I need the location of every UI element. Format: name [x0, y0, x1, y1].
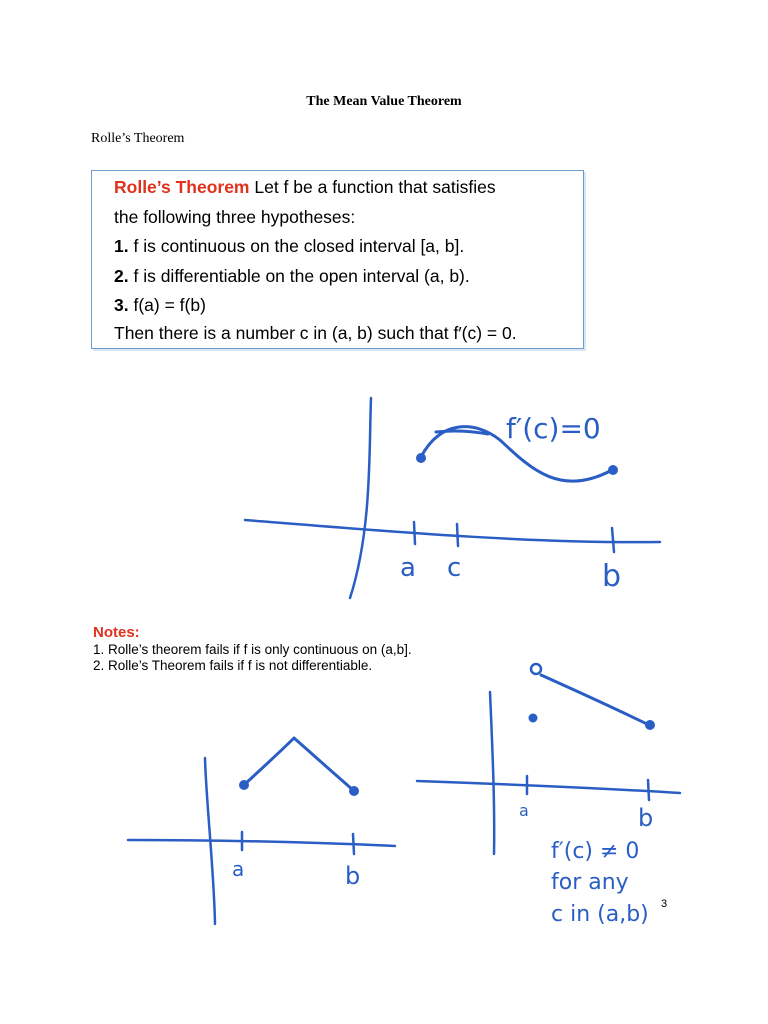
- hypothesis-1-text: f is continuous on the closed interval [a, b].: [128, 236, 465, 256]
- graph3-note-3: c in (a,b): [551, 902, 649, 927]
- graph1-y-axis: [350, 398, 371, 598]
- graph1-x-axis: [245, 520, 660, 542]
- theorem-heading: Rolle’s Theorem: [114, 177, 250, 197]
- note-1: 1. Rolle’s theorem fails if f is only continuous on (a,b].: [93, 642, 412, 657]
- graph1-label-b: b: [602, 559, 622, 594]
- graph3-y-axis: [490, 692, 494, 854]
- page-number: 3: [661, 898, 668, 910]
- graph2-point-b: [349, 786, 359, 796]
- graph1-label-a: a: [400, 553, 416, 583]
- hypothesis-2-text: f is differentiable on the open interval (a, b).: [128, 266, 470, 286]
- graph2-label-b: b: [345, 862, 361, 890]
- graph3-note-1: f′(c) ≠ 0: [551, 839, 640, 864]
- theorem-intro-2: the following three hypotheses:: [114, 207, 356, 227]
- graph2-label-a: a: [232, 857, 245, 881]
- theorem-conclusion: Then there is a number c in (a, b) such that f′(c) = 0.: [114, 323, 517, 343]
- graph3-open-point: [531, 664, 541, 674]
- graph3-tick-b: [648, 780, 649, 800]
- graph3-line: [541, 675, 649, 725]
- graph2-tick-b: [353, 834, 354, 854]
- hypothesis-1-number: 1.: [114, 236, 129, 256]
- graph1-label-c: c: [447, 553, 462, 583]
- graph1-tick-c: [457, 524, 458, 546]
- graph3-label-a: a: [519, 801, 529, 820]
- graph2-point-a: [239, 780, 249, 790]
- graph3-label-b: b: [638, 804, 654, 832]
- graph1-tick-b: [612, 528, 614, 552]
- graph1-tick-a: [414, 522, 415, 544]
- graph2-corner-curve: [244, 738, 353, 790]
- graph-half-open: [417, 664, 680, 927]
- note-2: 2. Rolle’s Theorem fails if f is not differentiable.: [93, 658, 373, 673]
- graph3-x-axis: [417, 781, 680, 793]
- hypothesis-3-text: f(a) = f(b): [128, 295, 206, 315]
- graph3-filled-point: [529, 714, 538, 723]
- theorem-intro-1: Let f be a function that satisfies: [249, 177, 496, 197]
- graph1-point-a: [416, 453, 426, 463]
- section-label: Rolle’s Theorem: [91, 131, 185, 146]
- hypothesis-2-number: 2.: [114, 266, 129, 286]
- graph1-point-b: [608, 465, 618, 475]
- graph1-derivative-label: f′(c)=0: [506, 412, 601, 445]
- notes-title: Notes:: [93, 624, 140, 641]
- hypothesis-3-number: 3.: [114, 295, 129, 315]
- graph-corner: [128, 738, 395, 924]
- graph3-note-2: for any: [551, 870, 629, 895]
- graph-rolle: [245, 398, 660, 598]
- graph3-point-b: [645, 720, 655, 730]
- document-title: The Mean Value Theorem: [306, 94, 462, 109]
- graph2-x-axis: [128, 840, 395, 846]
